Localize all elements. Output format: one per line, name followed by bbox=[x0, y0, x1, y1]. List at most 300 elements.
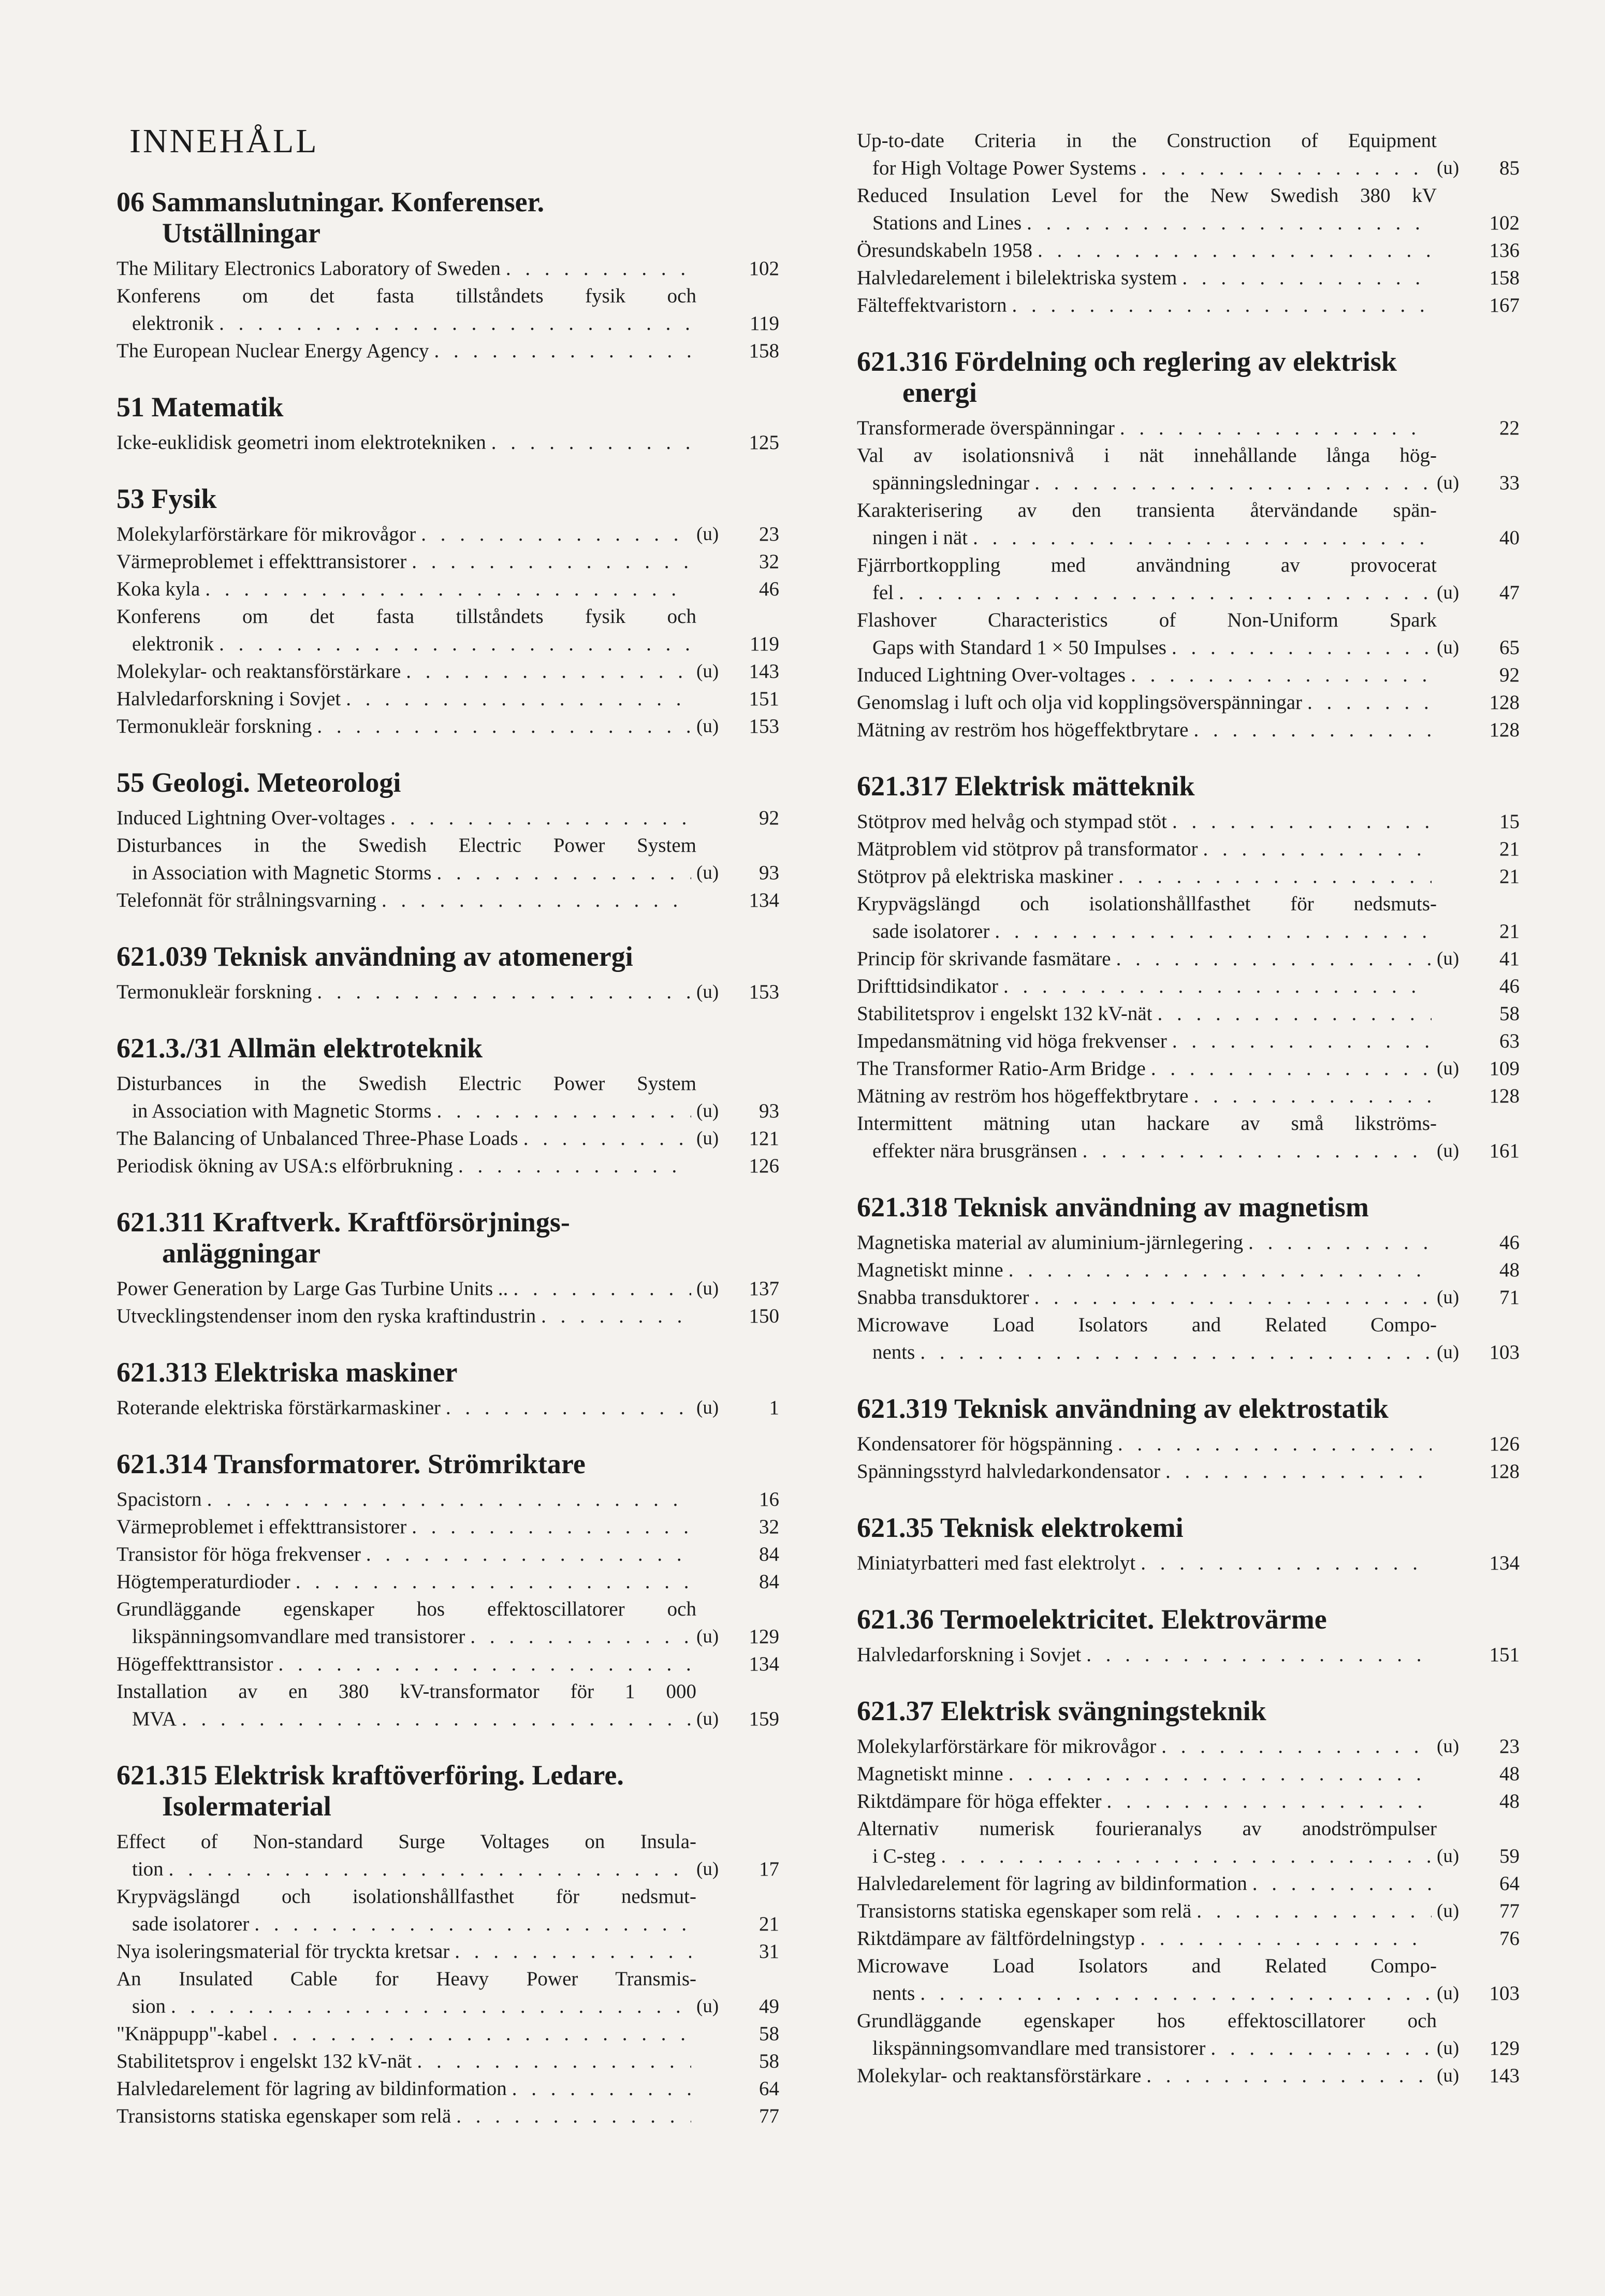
page-number: 119 bbox=[749, 312, 779, 335]
dot-leader bbox=[920, 1339, 1432, 1366]
toc-entry bbox=[116, 1513, 779, 1541]
entry-title-line: Alternativ numerisk fourieranalys av anodströmpulser bbox=[857, 1818, 1437, 1840]
toc-entry bbox=[857, 1788, 1520, 1815]
toc-entry bbox=[116, 255, 779, 282]
dot-leader bbox=[406, 658, 691, 685]
entry-last-line bbox=[116, 1623, 696, 1650]
entry-title bbox=[857, 1952, 1437, 2007]
entry-title-line: Molekylar- och reaktansförstärkare bbox=[857, 2065, 1142, 2087]
entry-title-line: Spänningsstyrd halvledarkondensator bbox=[857, 1460, 1160, 1483]
entry-title bbox=[116, 2102, 696, 2130]
page-number: 33 bbox=[1499, 472, 1520, 494]
page-number: 46 bbox=[1499, 1231, 1520, 1254]
entry-last-line bbox=[116, 1152, 696, 1180]
entry-title bbox=[116, 1152, 696, 1180]
entry-last-line bbox=[857, 1458, 1437, 1485]
entry-last-line bbox=[857, 863, 1437, 890]
entry-title bbox=[116, 255, 696, 282]
entry-title-line: Genomslag i luft och olja vid kopplingsöverspänningar bbox=[857, 691, 1303, 714]
section-heading bbox=[116, 1207, 779, 1269]
entry-title-line: Molekylar- och reaktansförstärkare bbox=[116, 660, 401, 682]
page-number: 49 bbox=[759, 1995, 779, 2017]
toc-entry bbox=[857, 1311, 1520, 1366]
section-heading bbox=[857, 771, 1520, 802]
entry-mark: (u) bbox=[696, 716, 719, 737]
dot-leader bbox=[417, 2047, 691, 2075]
dot-leader bbox=[1203, 835, 1432, 863]
entry-last-line bbox=[857, 1082, 1437, 1110]
entry-title-line: Power Generation by Large Gas Turbine Units .. bbox=[116, 1277, 508, 1300]
section-heading-line: 621.3./31 Allmän elektroteknik bbox=[116, 1033, 483, 1064]
dot-leader bbox=[382, 887, 691, 914]
entry-title-line: Molekylarförstärkare för mikrovågor bbox=[116, 523, 416, 545]
entry-mark: (u) bbox=[1437, 472, 1460, 493]
page-number: 47 bbox=[1499, 582, 1520, 604]
entry-last-line bbox=[857, 2062, 1437, 2089]
entry-last-line bbox=[116, 1541, 696, 1568]
page-number: 126 bbox=[749, 1155, 779, 1177]
page-number: 129 bbox=[1489, 2037, 1520, 2059]
section-heading-line: anläggningar bbox=[162, 1238, 321, 1269]
page-number: 58 bbox=[759, 2050, 779, 2072]
page-number: 143 bbox=[1489, 2065, 1520, 2087]
entry-title bbox=[116, 2075, 696, 2102]
page-title: INNEHÅLL bbox=[129, 122, 319, 160]
entry-title bbox=[116, 282, 696, 337]
entry-title bbox=[116, 1125, 696, 1152]
entry-title bbox=[857, 1256, 1437, 1284]
toc-section bbox=[857, 1191, 1520, 1366]
entry-title-line: Konferens om det fasta tillståndets fysik och bbox=[116, 285, 696, 307]
entry-title-line: The European Nuclear Energy Agency bbox=[116, 340, 429, 362]
page-number: 1 bbox=[769, 1397, 779, 1419]
toc-entry bbox=[857, 264, 1520, 292]
toc-section bbox=[857, 771, 1520, 1165]
entry-title bbox=[857, 292, 1437, 319]
page-number: 84 bbox=[759, 1543, 779, 1565]
toc-entry bbox=[116, 2020, 779, 2047]
toc-entry bbox=[116, 1595, 779, 1650]
dot-leader bbox=[1009, 1760, 1432, 1788]
dot-leader bbox=[491, 429, 691, 456]
entry-last-line bbox=[116, 310, 696, 337]
entry-title-line: Grundläggande egenskaper hos effektoscillatorer och bbox=[116, 1598, 696, 1620]
dot-leader bbox=[1172, 1027, 1432, 1055]
dot-leader bbox=[1182, 264, 1432, 292]
entry-title-line: MVA bbox=[132, 1708, 177, 1730]
page-number: 64 bbox=[1499, 1872, 1520, 1895]
dot-leader bbox=[1027, 209, 1432, 237]
section-heading-line: 55 Geologi. Meteorologi bbox=[116, 767, 401, 798]
entry-mark: (u) bbox=[1437, 1058, 1460, 1079]
section-heading bbox=[116, 767, 779, 798]
entry-last-line bbox=[857, 209, 1437, 237]
dot-leader bbox=[1248, 1229, 1432, 1256]
entry-title-line: likspänningsomvandlare med transistorer bbox=[132, 1625, 465, 1648]
toc-entry bbox=[857, 127, 1520, 182]
page-number: 15 bbox=[1499, 810, 1520, 833]
entry-title bbox=[857, 497, 1437, 551]
toc-entry bbox=[116, 1152, 779, 1180]
dot-leader bbox=[390, 804, 691, 832]
page-number: 93 bbox=[759, 862, 779, 884]
dot-leader bbox=[1034, 1284, 1432, 1311]
dot-leader bbox=[995, 918, 1432, 945]
dot-leader bbox=[899, 579, 1432, 606]
page-number: 65 bbox=[1499, 636, 1520, 659]
entry-title-line: Kondensatorer för högspänning bbox=[857, 1433, 1113, 1455]
entry-title bbox=[857, 1815, 1437, 1870]
page-number: 102 bbox=[1489, 212, 1520, 234]
entry-title bbox=[116, 1394, 696, 1421]
entry-title bbox=[116, 2020, 696, 2047]
entry-title bbox=[116, 429, 696, 456]
page-number: 41 bbox=[1499, 948, 1520, 970]
page-number: 77 bbox=[1499, 1900, 1520, 1922]
entry-last-line bbox=[857, 1980, 1437, 2007]
entry-last-line bbox=[857, 634, 1437, 661]
page-number: 58 bbox=[759, 2023, 779, 2045]
entry-title bbox=[116, 337, 696, 365]
dot-leader bbox=[171, 1993, 691, 2020]
page-number: 71 bbox=[1499, 1286, 1520, 1309]
entry-mark: (u) bbox=[1437, 1342, 1460, 1363]
entry-title bbox=[857, 689, 1437, 716]
dot-leader bbox=[1107, 1788, 1432, 1815]
dot-leader bbox=[1193, 1082, 1432, 1110]
entry-last-line bbox=[116, 1910, 696, 1938]
entry-last-line bbox=[857, 1870, 1437, 1897]
entry-last-line bbox=[116, 630, 696, 658]
entry-title-line: Up-to-date Criteria in the Construction of Equipment bbox=[857, 129, 1437, 152]
entry-title-line: The Military Electronics Laboratory of Sweden bbox=[116, 257, 501, 280]
section-heading bbox=[116, 1357, 779, 1388]
entry-title-line: Transformerade överspänningar bbox=[857, 417, 1115, 439]
toc-entry bbox=[116, 2047, 779, 2075]
toc-entry bbox=[857, 1458, 1520, 1485]
section-heading-line: 621.37 Elektrisk svängningsteknik bbox=[857, 1695, 1266, 1726]
entry-title-line: The Transformer Ratio-Arm Bridge bbox=[857, 1057, 1146, 1080]
entry-title-line: Val av isolationsnivå i nät innehållande långa hög- bbox=[857, 444, 1437, 467]
toc-entry bbox=[857, 182, 1520, 237]
section-heading bbox=[116, 1448, 779, 1479]
dot-leader bbox=[541, 1302, 691, 1330]
entry-title-line: sade isolatorer bbox=[132, 1913, 250, 1935]
toc-entry bbox=[857, 292, 1520, 319]
toc-section bbox=[857, 1695, 1520, 2089]
page-number: 84 bbox=[759, 1571, 779, 1593]
toc-entry bbox=[116, 1302, 779, 1330]
entry-mark: (u) bbox=[1437, 582, 1460, 603]
entry-last-line bbox=[116, 1650, 696, 1678]
dot-leader bbox=[1034, 469, 1432, 497]
dot-leader bbox=[1038, 237, 1432, 264]
toc-entry bbox=[857, 1229, 1520, 1256]
entry-title-line: in Association with Magnetic Storms bbox=[132, 1100, 432, 1122]
entry-title bbox=[116, 685, 696, 713]
entry-title-line: Effect of Non-standard Surge Voltages on Insula- bbox=[116, 1830, 696, 1853]
entry-last-line bbox=[116, 804, 696, 832]
entry-title bbox=[857, 1733, 1437, 1760]
entry-last-line bbox=[857, 1788, 1437, 1815]
dot-leader bbox=[205, 575, 691, 603]
entry-mark: (u) bbox=[696, 661, 719, 682]
toc-entry bbox=[116, 429, 779, 456]
toc-entry bbox=[116, 1828, 779, 1883]
entry-title bbox=[857, 1870, 1437, 1897]
entry-last-line bbox=[857, 716, 1437, 744]
page-number: 137 bbox=[749, 1277, 779, 1300]
toc-entry bbox=[116, 1568, 779, 1595]
entry-title-line: Impedansmätning vid höga frekvenser bbox=[857, 1030, 1167, 1052]
entry-last-line bbox=[857, 264, 1437, 292]
entry-title-line: sade isolatorer bbox=[872, 920, 990, 942]
page-number: 23 bbox=[759, 523, 779, 545]
toc-entry bbox=[857, 1110, 1520, 1165]
toc-entry bbox=[116, 1678, 779, 1733]
section-heading-line: 621.314 Transformatorer. Strömriktare bbox=[116, 1448, 586, 1479]
entry-last-line bbox=[116, 685, 696, 713]
entry-title-line: Reduced Insulation Level for the New Swedish 380 kV bbox=[857, 184, 1437, 207]
entry-title bbox=[857, 661, 1437, 689]
page-number: 167 bbox=[1489, 294, 1520, 316]
page-number: 129 bbox=[749, 1625, 779, 1648]
page-number: 92 bbox=[759, 807, 779, 829]
entry-title bbox=[116, 1486, 696, 1513]
dot-leader bbox=[317, 978, 691, 1006]
entry-title bbox=[857, 1311, 1437, 1366]
dot-leader bbox=[1172, 808, 1432, 835]
page-number: 46 bbox=[1499, 975, 1520, 997]
section-heading-line: 621.313 Elektriska maskiner bbox=[116, 1357, 458, 1388]
entry-last-line bbox=[857, 661, 1437, 689]
page-number: 158 bbox=[749, 340, 779, 362]
entry-mark: (u) bbox=[696, 981, 719, 1002]
section-heading-line: 621.318 Teknisk användning av magnetism bbox=[857, 1191, 1369, 1223]
toc-entry bbox=[857, 1733, 1520, 1760]
toc-entry bbox=[857, 2007, 1520, 2062]
entry-last-line bbox=[857, 1284, 1437, 1311]
entry-last-line bbox=[116, 887, 696, 914]
dot-leader bbox=[412, 1513, 691, 1541]
toc-section bbox=[857, 1512, 1520, 1577]
entry-last-line bbox=[857, 292, 1437, 319]
dot-leader bbox=[182, 1705, 691, 1733]
page-number: 46 bbox=[759, 578, 779, 600]
entry-title bbox=[857, 237, 1437, 264]
toc-entry bbox=[857, 716, 1520, 744]
dot-leader bbox=[1307, 689, 1432, 716]
entry-last-line bbox=[116, 859, 696, 887]
entry-title bbox=[857, 1925, 1437, 1952]
entry-title bbox=[116, 1828, 696, 1883]
dot-leader bbox=[1120, 414, 1432, 442]
entry-last-line bbox=[116, 2075, 696, 2102]
toc-entry bbox=[857, 1000, 1520, 1027]
toc-entry bbox=[857, 1082, 1520, 1110]
entry-title bbox=[116, 1568, 696, 1595]
page-number: 59 bbox=[1499, 1845, 1520, 1867]
toc-entry bbox=[857, 863, 1520, 890]
entry-last-line bbox=[857, 524, 1437, 551]
page-number: 153 bbox=[749, 715, 779, 737]
toc-entry bbox=[857, 945, 1520, 972]
entry-title bbox=[857, 1549, 1437, 1577]
entry-title-line: Nya isoleringsmaterial för tryckta kretsar bbox=[116, 1940, 450, 1963]
dot-leader bbox=[1118, 1430, 1432, 1458]
entry-title-line: Magnetiskt minne bbox=[857, 1763, 1003, 1785]
entry-title bbox=[116, 1883, 696, 1938]
dot-leader bbox=[523, 1125, 691, 1152]
entry-title bbox=[857, 1055, 1437, 1082]
dot-leader bbox=[1172, 634, 1432, 661]
entry-title-line: fel bbox=[872, 582, 894, 604]
toc-section bbox=[857, 1604, 1520, 1668]
entry-last-line bbox=[116, 658, 696, 685]
dot-leader bbox=[1118, 863, 1432, 890]
dot-leader bbox=[1141, 1549, 1432, 1577]
page-number: 103 bbox=[1489, 1982, 1520, 2004]
toc-entry bbox=[116, 685, 779, 713]
section-heading-line: 621.35 Teknisk elektrokemi bbox=[857, 1512, 1184, 1543]
entry-title-line: Installation av en 380 kV-transformator för 1 000 bbox=[116, 1680, 696, 1703]
page-number: 21 bbox=[759, 1913, 779, 1935]
toc-entry bbox=[857, 1870, 1520, 1897]
page-number: 136 bbox=[1489, 239, 1520, 261]
right-column bbox=[857, 127, 1520, 2116]
entry-title-line: Krypvägslängd och isolationshållfasthet för nedsmut- bbox=[116, 1885, 696, 1908]
dot-leader bbox=[346, 685, 691, 713]
page-number: 151 bbox=[749, 688, 779, 710]
entry-last-line bbox=[857, 808, 1437, 835]
section-heading bbox=[116, 1033, 779, 1064]
entry-title bbox=[857, 182, 1437, 237]
entry-title-line: The Balancing of Unbalanced Three-Phase Loads bbox=[116, 1127, 518, 1150]
toc-section bbox=[116, 941, 779, 1006]
entry-title bbox=[116, 832, 696, 887]
toc-section bbox=[116, 391, 779, 456]
toc-entry bbox=[857, 689, 1520, 716]
page-number: 128 bbox=[1489, 1085, 1520, 1107]
entry-title bbox=[116, 548, 696, 575]
entry-mark: (u) bbox=[1437, 1287, 1460, 1308]
entry-title-line: Transistorns statiska egenskaper som relä bbox=[857, 1900, 1192, 1922]
toc-entry bbox=[857, 1952, 1520, 2007]
entry-title-line: Halvledarelement för lagring av bildinformation bbox=[116, 2077, 507, 2100]
entry-title-line: Värmeproblemet i effekttransistorer bbox=[116, 1516, 407, 1538]
entry-title-line: Mätning av reström hos högeffektbrytare bbox=[857, 719, 1189, 741]
section-heading bbox=[857, 1191, 1520, 1223]
entry-last-line bbox=[116, 1855, 696, 1883]
page-number: 134 bbox=[1489, 1552, 1520, 1574]
entry-mark: (u) bbox=[1437, 1736, 1460, 1757]
page-number: 85 bbox=[1499, 157, 1520, 179]
toc-entry bbox=[116, 1541, 779, 1568]
toc-section bbox=[116, 1207, 779, 1330]
dot-leader bbox=[513, 1275, 691, 1302]
entry-last-line bbox=[857, 1430, 1437, 1458]
entry-title-line: Stabilitetsprov i engelskt 132 kV-nät bbox=[116, 2050, 412, 2072]
entry-title-line: elektronik bbox=[132, 312, 214, 335]
section-heading-line: Utställningar bbox=[162, 217, 321, 249]
dot-leader bbox=[1146, 2062, 1432, 2089]
toc-entry bbox=[857, 1430, 1520, 1458]
toc-section bbox=[857, 127, 1520, 319]
entry-title-line: Induced Lightning Over-voltages bbox=[857, 664, 1126, 686]
section-heading bbox=[116, 1760, 779, 1822]
entry-title bbox=[857, 1284, 1437, 1311]
toc-entry bbox=[857, 835, 1520, 863]
entry-title bbox=[857, 551, 1437, 606]
entry-title bbox=[116, 1650, 696, 1678]
entry-title bbox=[857, 1897, 1437, 1925]
page-number: 128 bbox=[1489, 691, 1520, 714]
section-heading bbox=[857, 346, 1520, 408]
toc-entry bbox=[857, 890, 1520, 945]
toc-entry bbox=[116, 2075, 779, 2102]
entry-title-line: Riktdämpare av fältfördelningstyp bbox=[857, 1927, 1135, 1950]
toc-entry bbox=[116, 337, 779, 365]
entry-title-line: Icke-euklidisk geometri inom elektrotekniken bbox=[116, 431, 486, 454]
dot-leader bbox=[434, 337, 691, 365]
entry-last-line bbox=[116, 575, 696, 603]
section-heading bbox=[116, 186, 779, 249]
entry-title bbox=[857, 2062, 1437, 2089]
section-heading bbox=[116, 391, 779, 423]
entry-title-line: Stötprov på elektriska maskiner bbox=[857, 865, 1113, 888]
entry-mark: (u) bbox=[1437, 2065, 1460, 2086]
dot-leader bbox=[1083, 1137, 1432, 1165]
entry-last-line bbox=[857, 1027, 1437, 1055]
entry-title bbox=[116, 658, 696, 685]
toc-entry bbox=[857, 1925, 1520, 1952]
page-number: 158 bbox=[1489, 267, 1520, 289]
entry-title-line: ningen i nät bbox=[872, 527, 968, 549]
entry-last-line bbox=[857, 1760, 1437, 1788]
toc-entry bbox=[116, 282, 779, 337]
page-number: 31 bbox=[759, 1940, 779, 1963]
entry-title-line: Spacistorn bbox=[116, 1488, 202, 1510]
section-heading-line: 621.316 Fördelning och reglering av elektrisk bbox=[857, 346, 1397, 377]
entry-title-line: Halvledarelement i bilelektriska system bbox=[857, 267, 1177, 289]
section-heading-line: 06 Sammanslutningar. Konferenser. bbox=[116, 186, 545, 217]
toc-entry bbox=[857, 414, 1520, 442]
page-number: 17 bbox=[759, 1858, 779, 1880]
entry-title-line: tion bbox=[132, 1858, 164, 1880]
entry-title bbox=[116, 978, 696, 1006]
entry-title-line: spänningsledningar bbox=[872, 472, 1030, 494]
entry-last-line bbox=[116, 1097, 696, 1125]
dot-leader bbox=[273, 2020, 691, 2047]
entry-mark: (u) bbox=[1437, 948, 1460, 969]
toc-entry bbox=[857, 1256, 1520, 1284]
entry-last-line bbox=[857, 2035, 1437, 2062]
toc-entry bbox=[857, 808, 1520, 835]
entry-last-line bbox=[116, 1568, 696, 1595]
section-heading bbox=[116, 941, 779, 972]
dot-leader bbox=[1003, 972, 1432, 1000]
toc-entry bbox=[857, 1641, 1520, 1668]
page-number: 48 bbox=[1499, 1763, 1520, 1785]
section-heading bbox=[857, 1695, 1520, 1726]
entry-title-line: Drifttidsindikator bbox=[857, 975, 998, 997]
toc-entry bbox=[116, 1275, 779, 1302]
page-number: 64 bbox=[759, 2077, 779, 2100]
entry-title-line: Högtemperaturdioder bbox=[116, 1571, 290, 1593]
toc-entry bbox=[857, 551, 1520, 606]
toc-entry bbox=[116, 1650, 779, 1678]
entry-last-line bbox=[116, 1993, 696, 2020]
